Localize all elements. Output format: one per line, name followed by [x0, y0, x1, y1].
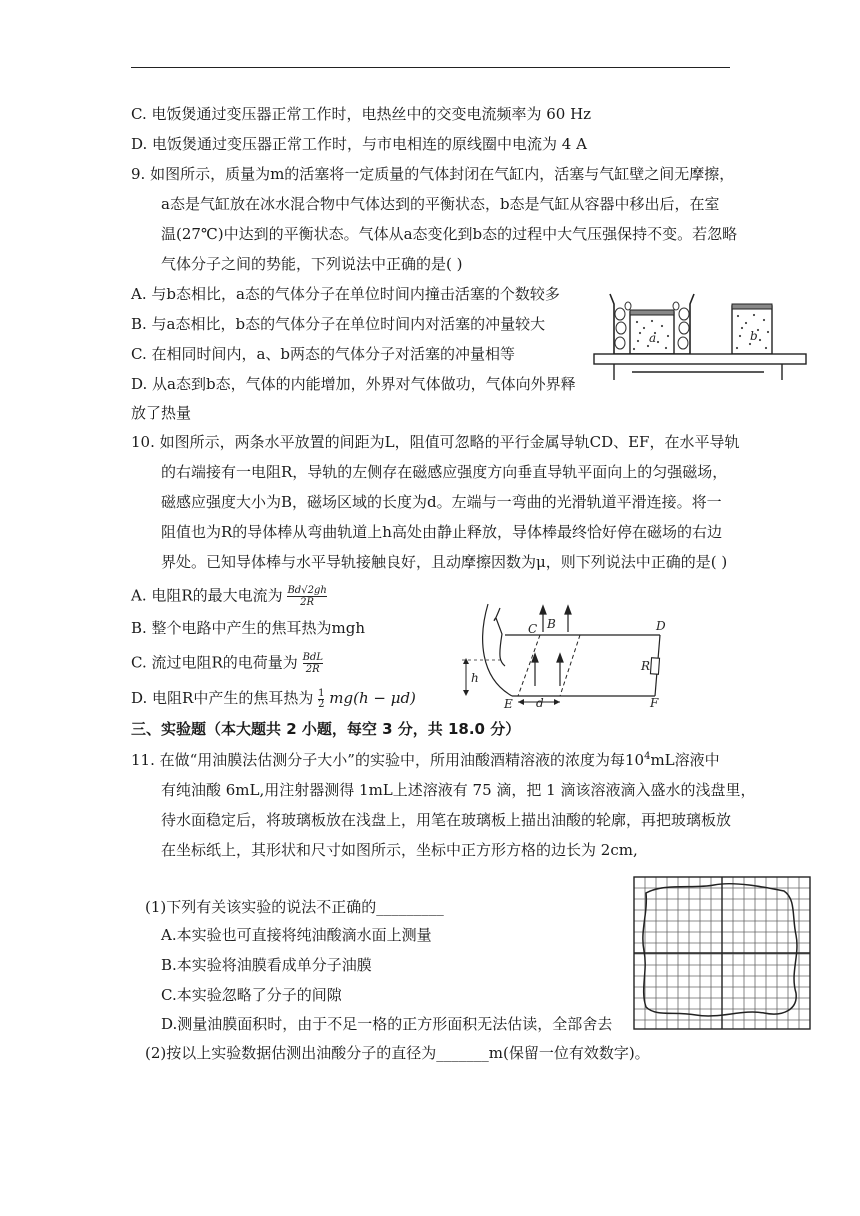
- q9-stem-2: a态是气缸放在冰水混合物中气体达到的平衡状态，b态是气缸从容器中移出后，在室: [161, 195, 720, 213]
- q10-stem-2: 的右端接有一电阻R，导轨的左侧存在磁感应强度方向垂直导轨平面向上的匀强磁场，: [161, 463, 728, 481]
- q11-stem-1-text: 11. 在做“用油膜法估测分子大小”的实验中，所用油酸酒精溶液的浓度为每10: [131, 751, 645, 769]
- q10-rail-figure: [460, 598, 680, 710]
- q10-fig-label-h: h: [471, 671, 479, 685]
- q10-fig-label-d-point: D: [656, 619, 666, 633]
- q10-stem-3: 磁感应强度大小为B，磁场区域的长度为d。左端与一弯曲的光滑轨道平滑连接。将一: [161, 493, 722, 511]
- q9-fig-label-b: b: [750, 329, 758, 343]
- q10-option-b: B. 整个电路中产生的焦耳热为mgh: [131, 619, 366, 637]
- q9-cylinder-figure: [592, 286, 812, 386]
- q10-option-d-fraction: [318, 689, 324, 710]
- q10-option-d-tail: mg(h − μd): [329, 689, 416, 707]
- q9-option-d-line1: D. 从a态到b态，气体的内能增加，外界对气体做功，气体向外界释: [131, 375, 576, 393]
- q10-option-a-text: A. 电阻R的最大电流为: [131, 586, 283, 605]
- q10-option-d-text: D. 电阻R中产生的焦耳热为: [131, 689, 314, 707]
- q10-option-a-denominator: 2R: [300, 597, 315, 608]
- q9-option-d-line2: 放了热量: [131, 404, 192, 422]
- q10-stem-5: 界处。已知导体棒与水平导轨接触良好，且动摩擦因数为μ，则下列说法中正确的是( ): [161, 553, 728, 571]
- q11-part-2: (2)按以上实验数据估测出油酸分子的直径为_______m(保留一位有效数字)。: [145, 1044, 650, 1062]
- q11-stem-1-exponent: 4: [644, 751, 651, 762]
- q10-fig-label-r: R: [641, 659, 651, 673]
- q10-fig-label-b: B: [547, 617, 556, 631]
- q9-stem-3: 温(27℃)中达到的平衡状态。气体从a态变化到b态的过程中大气压强保持不变。若忽略: [161, 225, 738, 243]
- q10-fig-label-d-length: d: [536, 696, 544, 710]
- q8-option-d: D. 电饭煲通过变压器正常工作时，与市电相连的原线圈中电流为 4 A: [131, 135, 587, 153]
- q9-fig-label-a: a: [649, 331, 657, 345]
- q9-option-c: C. 在相同时间内，a、b两态的气体分子对活塞的冲量相等: [131, 345, 516, 363]
- q10-option-a-numerator: Bd√2gh: [287, 585, 327, 596]
- q10-option-a-fraction: [287, 585, 326, 608]
- q11-stem-3: 待水面稳定后，将玻璃板放在浅盘上，用笔在玻璃板上描出油酸的轮廓，再把玻璃板放: [161, 811, 732, 829]
- q11-option-a: A.本实验也可直接将纯油酸滴水面上测量: [161, 926, 432, 944]
- q9-option-a: A. 与b态相比，a态的气体分子在单位时间内撞击活塞的个数较多: [131, 285, 560, 303]
- q11-stem-1: [131, 750, 720, 770]
- q11-stem-4: 在坐标纸上，其形状和尺寸如图所示，坐标中正方形方格的边长为 2cm,: [161, 841, 638, 859]
- q10-option-c: [131, 652, 323, 675]
- header-rule: [131, 67, 730, 68]
- q9-option-b: B. 与a态相比，b态的气体分子在单位时间内对活塞的冲量较大: [131, 315, 546, 333]
- q11-stem-2: 有纯油酸 6mL,用注射器测得 1mL上述溶液有 75 滴，把 1 滴该溶液滴入盛水的浅盘里，: [161, 781, 756, 799]
- q9-stem-4: 气体分子之间的势能，下列说法中正确的是( ): [161, 255, 463, 273]
- q11-oil-film-grid: [634, 877, 810, 1029]
- q11-stem-1-tail: mL溶液中: [650, 751, 720, 769]
- q10-option-c-numerator: BdL: [302, 652, 323, 663]
- q10-option-c-denominator: 2R: [305, 664, 320, 675]
- q10-option-a: [131, 585, 327, 608]
- q11-part-1: (1)下列有关该实验的说法不正确的_________: [145, 898, 444, 916]
- q10-option-d-denominator: 2: [318, 698, 325, 710]
- q10-stem-1: 10. 如图所示，两条水平放置的间距为L，阻值可忽略的平行金属导轨CD、EF，在水平导轨: [131, 433, 740, 451]
- q10-stem-4: 阻值也为R的导体棒从弯曲轨道上h高处由静止释放，导体棒最终恰好停在磁场的右边: [161, 523, 722, 541]
- q11-option-c: C.本实验忽略了分子的间隙: [161, 986, 342, 1004]
- q10-fig-label-e: E: [504, 697, 513, 711]
- q10-option-c-text: C. 流过电阻R的电荷量为: [131, 653, 298, 672]
- section-3-title: 三、实验题（本大题共 2 小题，每空 3 分，共 18.0 分）: [131, 720, 521, 738]
- q10-option-d: [131, 688, 416, 710]
- q10-fig-label-c: C: [528, 622, 538, 636]
- q10-option-c-fraction: [303, 652, 323, 675]
- q11-option-b: B.本实验将油膜看成单分子油膜: [161, 956, 372, 974]
- q10-option-d-numerator: 1: [318, 687, 325, 699]
- q8-option-c: C. 电饭煲通过变压器正常工作时，电热丝中的交变电流频率为 60 Hz: [131, 105, 592, 123]
- q10-fig-label-f: F: [650, 696, 659, 710]
- q9-stem-1: 9. 如图所示，质量为m的活塞将一定质量的气体封闭在气缸内，活塞与气缸壁之间无摩擦，: [131, 165, 735, 183]
- q11-option-d: D.测量油膜面积时，由于不足一格的正方形面积无法估读，全部舍去: [161, 1015, 613, 1033]
